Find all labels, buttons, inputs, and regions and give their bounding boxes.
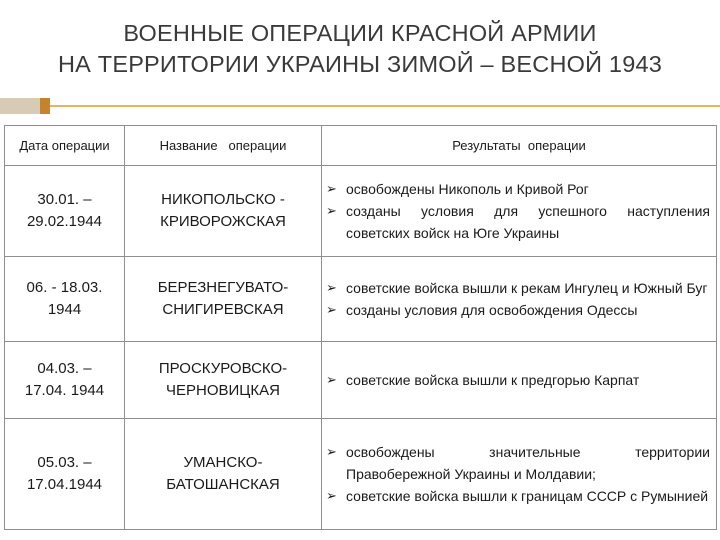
name-line-1: УМАНСКО- — [183, 454, 263, 471]
table-row — [5, 257, 717, 342]
name-line-2: СНИГИРЕВСКАЯ — [162, 301, 284, 318]
name-line-1: НИКОПОЛЬСКО - — [161, 191, 285, 208]
operation-results-cell — [322, 419, 717, 530]
column-header-name: Название операции — [125, 126, 322, 166]
column-header-results: Результаты операции — [322, 126, 717, 166]
decorative-square-orange — [40, 98, 50, 114]
date-end: 1944 — [47, 301, 82, 318]
table-row — [5, 166, 717, 257]
operation-results-cell — [322, 257, 717, 342]
date-start: 05.03. – — [37, 454, 92, 471]
name-line-2: КРИВОРОЖСКАЯ — [160, 213, 286, 230]
result-item: ➢ созданы условия для успешного наступления советских войск на Юге Украины — [326, 200, 710, 244]
operation-name-cell — [125, 342, 322, 419]
table-row — [5, 342, 717, 419]
arrow-bullet-icon: ➢ — [326, 181, 337, 196]
result-item: ➢ советские войска вышли к рекам Ингулец и Южный Буг — [326, 277, 710, 299]
operations-table — [4, 125, 717, 530]
date-start: 04.03. – — [37, 360, 92, 377]
date-start: 06. - 18.03. — [26, 279, 103, 296]
decorative-square-beige — [0, 98, 40, 114]
operation-name-cell — [125, 166, 322, 257]
date-end: 29.02.1944 — [26, 213, 103, 230]
date-end: 17.04.1944 — [26, 476, 103, 493]
arrow-bullet-icon: ➢ — [326, 302, 337, 317]
operation-results-cell — [322, 166, 717, 257]
operation-name-cell — [125, 257, 322, 342]
result-item: ➢ советские войска вышли к границам СССР с Румынией — [326, 485, 710, 507]
arrow-bullet-icon: ➢ — [326, 203, 337, 218]
column-header-date: Дата операции — [5, 126, 125, 166]
operation-date-cell — [5, 257, 125, 342]
operation-results-cell — [322, 342, 717, 419]
arrow-bullet-icon: ➢ — [326, 488, 337, 503]
operation-date-cell — [5, 419, 125, 530]
date-end: 17.04. 1944 — [24, 382, 105, 399]
arrow-bullet-icon: ➢ — [326, 444, 337, 459]
operation-name-cell — [125, 419, 322, 530]
result-item: ➢ советские войска вышли к предгорью Карпат — [326, 369, 710, 391]
name-line-2: ЧЕРНОВИЦКАЯ — [166, 382, 280, 399]
result-item: ➢ созданы условия для освобождения Одессы — [326, 299, 710, 321]
name-line-1: ПРОСКУРОВСКО- — [158, 360, 288, 377]
title-line-2: НА ТЕРРИТОРИИ УКРАИНЫ ЗИМОЙ – ВЕСНОЙ 1943 — [57, 51, 663, 77]
result-item: ➢ освобождены значительные территории Правобережной Украины и Молдавии; — [326, 441, 710, 485]
date-start: 30.01. – — [37, 191, 92, 208]
decorative-divider-line — [50, 105, 720, 107]
title-line-1: ВОЕННЫЕ ОПЕРАЦИИ КРАСНОЙ АРМИИ — [123, 20, 597, 46]
operation-date-cell — [5, 342, 125, 419]
table-header-row — [5, 126, 717, 166]
result-item: ➢ освобождены Никополь и Кривой Рог — [326, 178, 710, 200]
table-row — [5, 419, 717, 530]
name-line-2: БАТОШАНСКАЯ — [166, 476, 280, 493]
arrow-bullet-icon: ➢ — [326, 280, 337, 295]
operation-date-cell — [5, 166, 125, 257]
name-line-1: БЕРЕЗНЕГУВАТО- — [157, 279, 289, 296]
page-title — [0, 18, 720, 80]
arrow-bullet-icon: ➢ — [326, 372, 337, 387]
